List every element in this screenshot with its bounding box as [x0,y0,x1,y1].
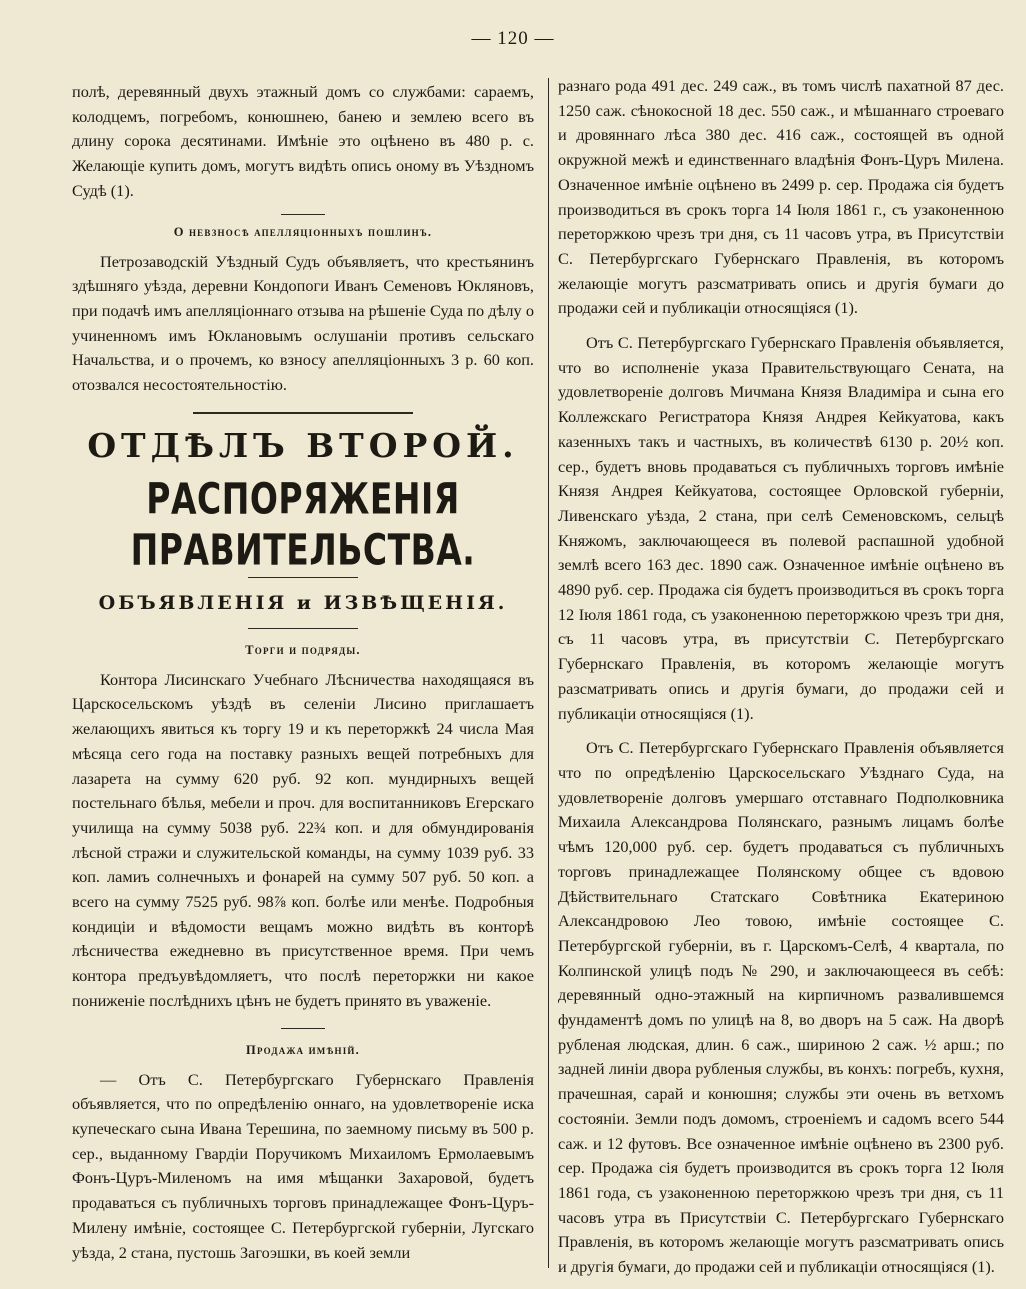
left-paragraph-3: Контора Лисинскаго Учебнаго Лѣсничества находящаяся въ Царскосельскомъ уѣздѣ въ селеніи Лисино приглашаетъ желающихъ явиться къ торгу 19 и къ переторжкѣ 24 числа Мая мѣсяца сего года на поставку разныхъ вещей потребныхъ для лазарета на сумму 620 руб. 92 коп. мундирныхъ вещей постельнаго бѣлья, мебели и проч. для воспитанниковъ Егерскаго училища на сумму 5038 руб. 22¾ коп. и для обмундированія лѣсной стражи и служительской команды, на сумму 1039 руб. 33 коп. ламиъ солнечныхъ и фонарей на сумму 507 руб. 50 коп. а всего на сумму 7525 руб. 98⅞ коп. болѣе или менѣе. Подробныя кондиціи и вѣдомости вещамъ можно видѣть въ конторѣ лѣсничества ежедневно въ присутственное время. При чемъ контора предъувѣдомляетъ, что послѣ переторжки ни какое пониженіе послѣднихъ цѣнъ не будетъ принято въ уваженіе. [72,669,534,1010]
left-column [72,80,534,1265]
right-paragraph-3: Отъ С. Петербургскаго Губернскаго Правленія объявляется что по опредѣленію Царскосельскаго Уѣзднаго Суда, на удовлетвореніе долговъ умершаго отставнаго Подполковника Михаила Александрова Полянскаго, разнымъ лицамъ болѣе чѣмъ 120,000 руб. сер. будетъ продаваться съ публичныхъ торговъ принадлежащее Полянскому общее съ вдовою Дѣйствительнаго Статскаго Совѣтника Екатериною Александровою Лео товою, имѣніе состоящее С. Петербургской губерніи, въ г. Царскомъ-Селѣ, 4 квартала, по Колпинской улицѣ подъ № 290, и заключающееся въ себѣ: деревянный одно-этажный на кирпичномъ развалившемся фундаментѣ домъ по улицѣ на 8, во дворъ на 5 саж. На дворѣ рубленая людская, длин. 6 саж., шириною 2 саж. ½ арш.; по задней линіи двора рубленыя службы, въ конхъ: погребъ, кухня, прачешная, сарай и конюшня; службы эти очень въ ветхомъ состояніи. Земли подъ домомъ, строеніемъ и садомъ всего 544 саж. и 12 футовъ. Все означенное имѣніе оцѣнено въ 2300 руб. сер. Продажа сія будетъ производится въ срокъ торга 12 Іюля 1861 года, съ узаконенною переторжкою чрезъ три дня, съ 11 часовъ утра въ Присутствіи С. Петербургскаго Губернскаго Правленія, въ которомъ желающіе могутъ разсматривать опись и другія бумаги, до продажи сей и публикаціи относящіяся (1). [558,738,1004,1277]
column-divider [548,78,549,1268]
left-paragraph-4: — Отъ С. Петербургскаго Губернскаго Правленія объявляется, что по опредѣленію оннаго, на удовлетвореніе иска купеческаго сына Ивана Терешина, по заемному письму въ 500 р. сер., выданному Гвардіи Поручикомъ Михаиломъ Ермолаевымъ Фонъ-Цуръ-Миленомъ на имя мѣщанки Захаровой, будетъ продаваться съ публичныхъ торговъ принадлежащее Фонъ-Цуръ-Милену имѣніе, состоящее С. Петербургской губерніи, Лугскаго уѣзда, 2 стана, пустошь Загоэшки, въ коей земли [72,1069,534,1262]
divider-rule [248,628,358,629]
heading-estate-sales: Продажа имѣній. [246,1042,360,1057]
spacer [558,726,1004,736]
divider-rule [281,1028,325,1029]
section-banner: ОТДѢЛЪ ВТОРОЙ. [87,425,519,465]
left-paragraph-2: Петрозаводскій Уѣздный Судъ объявляетъ, что крестьянинъ здѣшняго уѣзда, деревни Кондопоги Иванъ Семеновъ Юкляновъ, при подачѣ имъ апелляціоннаго отзыва на рѣшеніе Суда по дѣлу о учиненномъ имъ Юклановымъ ослушаніи противъ сельскаго Начальства, и о прочемъ, ко взносу апелляціонныхъ 3 р. 60 коп. отозвался несостоятельностію. [72,251,534,395]
left-paragraph-1: полѣ, деревянный двухъ этажный домъ со службами: сараемъ, колодцемъ, погребомъ, конюшнею, банею и землею всего въ длину сорока десятинами. Имѣніе это оцѣнено въ 480 р. с. Желающіе купить домъ, могутъ видѣть опись оному въ Уѣздномъ Судѣ (1). [72,82,534,200]
spacer [558,321,1004,331]
right-column [558,74,1004,1280]
heading-tenders: Торги и подряды. [245,642,361,657]
sub-heading: ОБЪЯВЛЕНІЯ и ИЗВѢЩЕНІЯ. [98,591,508,614]
divider-rule [281,214,325,215]
main-heading: РАСПОРЯЖЕНІЯ ПРАВИТЕЛЬСТВА. [130,473,476,575]
right-paragraph-1: разнаго рода 491 дес. 249 саж., въ томъ числѣ пахатной 87 дес. 1250 саж. сѣнокосной 18 дес. 550 саж., и мѣшаннаго строеваго и дровяннаго лѣса 380 дес. 416 саж., состоящей въ одной окружной межѣ и единственнаго владѣнія Фонъ-Цуръ Милена. Означенное имѣніе оцѣнено въ 2499 р. сер. Продажа сія будетъ производиться въ срокъ торга 14 Іюля 1861 г., съ узаконенною переторжкою чрезъ три дня, съ 11 часовъ утра, въ Присутствіи С. Петербургскаго Губернскаго Правленія, въ которомъ желающіе могутъ разсматривать опись и другія бумаги до продажи сей и публикаціи относящіяся (1). [558,76,1004,318]
heading-appeal-fees: О невзносѣ апелляціонныхъ пошлинъ. [173,224,433,239]
page-number: — 120 — [471,28,555,49]
divider-rule [248,577,358,578]
divider-rule [193,412,413,414]
right-paragraph-2: Отъ С. Петербургскаго Губернскаго Правленія объявляется, что во исполненіе указа Правительствующаго Сената, на удовлетвореніе долговъ Мичмана Князя Владиміра и сына его Коллежскаго Регистратора Князя Андрея Кейкуатова, какъ казенныхъ такъ и частныхъ, въ количествѣ 6130 р. 20½ коп. сер., будетъ вновь продаваться съ публичныхъ торговъ имѣніе Князя Андрея Кейкуатова, состоящее Орловской губерніи, Ливенскаго уѣзда, 2 стана, при селѣ Семеновскомъ, сельцѣ Княжомъ, заключающееся въ полевой распашной удобной землѣ всего 163 дес. 1890 саж. Означенное имѣніе оцѣнено въ 4890 руб. сер. Продажа сія будетъ производиться въ срокъ торга 12 Іюля 1861 года, съ узаконенною переторжкою чрезъ три дня, съ 11 часовъ утра, въ присутствіи С. Петербургскаго Губернскаго Правленія, въ которомъ желающіе могутъ разсматривать опись и другія бумаги, до продажи сей и публикаціи относящіяся (1). [558,333,1004,723]
